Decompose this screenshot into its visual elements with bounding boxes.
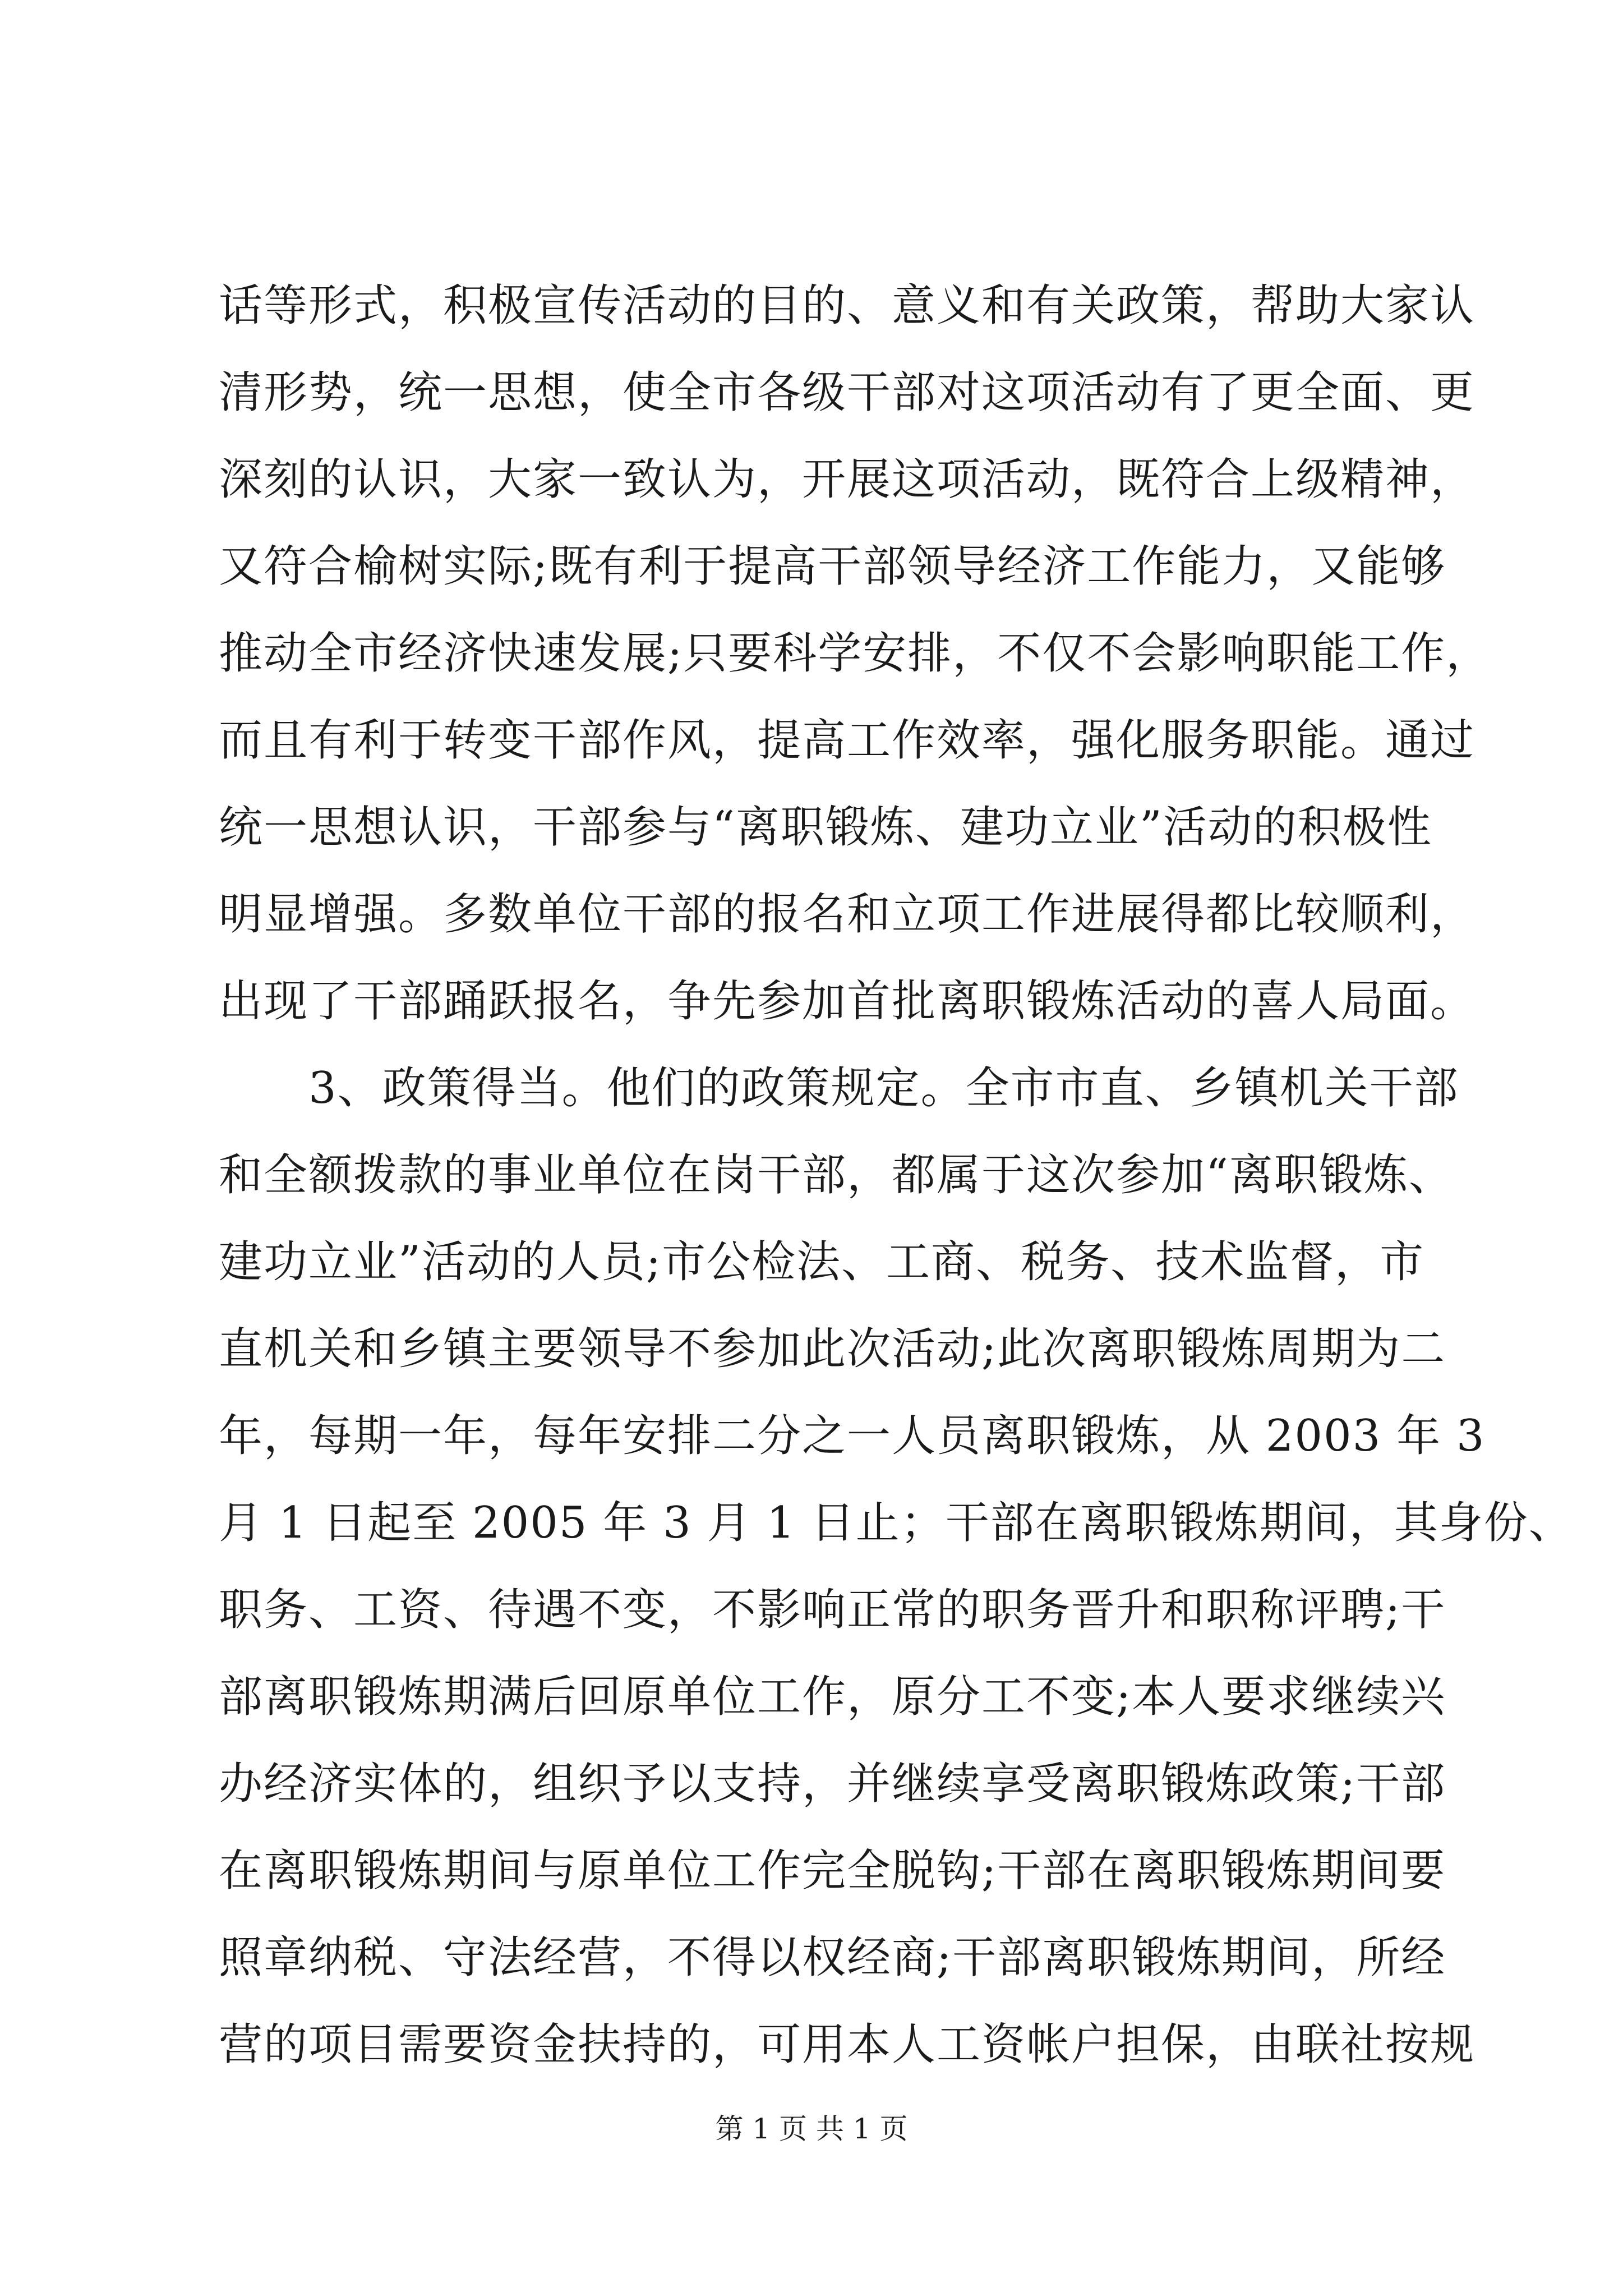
body-text xyxy=(219,263,1574,2088)
text-line: 直机关和乡镇主要领导不参加此次活动;此次离职锻炼周期为二 xyxy=(219,1324,1446,1374)
text-line: 又符合榆树实际;既有利于提高干部领导经济工作能力，又能够 xyxy=(219,541,1446,592)
text-line: 和全额拨款的事业单位在岗干部，都属于这次参加“离职锻炼、 xyxy=(219,1150,1454,1200)
paragraph-start-line: 3、政策得当。他们的政策规定。全市市直、乡镇机关干部 xyxy=(219,1063,1459,1114)
text-line: 出现了干部踊跃报名，争先参加首批离职锻炼活动的喜人局面。 xyxy=(219,976,1476,1027)
text-line: 话等形式，积极宣传活动的目的、意义和有关政策，帮助大家认 xyxy=(219,280,1476,331)
text-line: 清形势，统一思想，使全市各级干部对这项活动有了更全面、更 xyxy=(219,367,1476,418)
text-line: 照章纳税、守法经营，不得以权经商;干部离职锻炼期间，所经 xyxy=(219,1932,1446,1983)
text-line: 明显增强。多数单位干部的报名和立项工作进展得都比较顺利， xyxy=(219,889,1476,940)
text-line: 年，每期一年，每年安排二分之一人员离职锻炼，从 2003 年 3 xyxy=(219,1411,1486,1461)
text-line: 在离职锻炼期间与原单位工作完全脱钩;干部在离职锻炼期间要 xyxy=(219,1846,1446,1896)
text-line: 部离职锻炼期满后回原单位工作，原分工不变;本人要求继续兴 xyxy=(219,1672,1446,1722)
text-line: 深刻的认识，大家一致认为，开展这项活动，既符合上级精神， xyxy=(219,454,1476,505)
text-line: 职务、工资、待遇不变，不影响正常的职务晋升和职称评聘;干 xyxy=(219,1585,1446,1635)
text-line: 月 1 日起至 2005 年 3 月 1 日止；干部在离职锻炼期间，其身份、 xyxy=(219,1498,1574,1548)
text-line: 统一思想认识，干部参与“离职锻炼、建功立业”活动的积极性 xyxy=(219,802,1432,853)
text-line: 而且有利于转变干部作风，提高工作效率，强化服务职能。通过 xyxy=(219,715,1476,766)
text-line: 推动全市经济快速发展;只要科学安排，不仅不会影响职能工作， xyxy=(219,628,1491,679)
text-line: 营的项目需要资金扶持的，可用本人工资帐户担保，由联社按规 xyxy=(219,2019,1476,2070)
text-line: 办经济实体的，组织予以支持，并继续享受离职锻炼政策;干部 xyxy=(219,1759,1446,1809)
text-line: 建功立业”活动的人员;市公检法、工商、税务、技术监督，市 xyxy=(219,1237,1425,1287)
page-footer: 第 1 页 共 1 页 xyxy=(715,2113,908,2145)
